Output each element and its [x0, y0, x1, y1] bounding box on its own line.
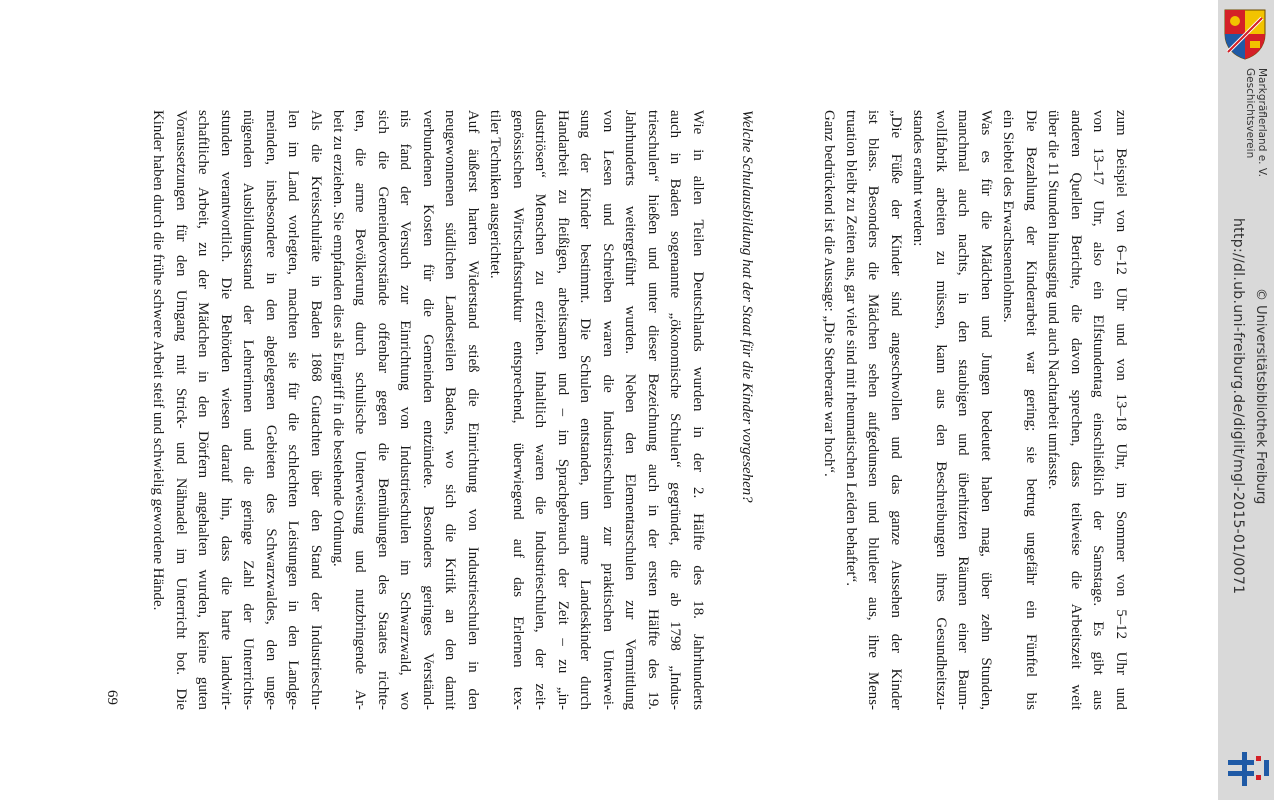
paragraph	[818, 110, 841, 710]
text-line: ten, die arme Bevölkerung durch schulische Unterweisung und nutzbringende Ar-	[352, 110, 369, 710]
ub-freiburg-logo-icon	[1226, 746, 1270, 790]
text-line: Kinder haben durch die frühe schwere Arbeit steif und schwielig gewordene Hände.	[150, 110, 167, 611]
text-line: nügenden Ausbildungsstand der Lehrerinnen und die geringe Zahl der Unterrichts-	[240, 110, 257, 710]
text-line: von 13–17 Uhr, also ein Elfstundentag einschließlich der Samstage. Es gibt aus	[1090, 110, 1107, 710]
paragraph	[484, 110, 709, 710]
text-line: neugewonnenen südlichen Landesteilen Badens, wo sich die Kritik an den damit	[442, 110, 459, 710]
society-name-line1: Geschichtsverein	[1244, 68, 1256, 159]
text-line: len im Land vorlegten, machten sie für die schlechten Leistungen in den Landge-	[285, 110, 302, 710]
text-line: tiler Techniken ausgerichtet.	[487, 110, 504, 279]
coat-of-arms-icon	[1222, 8, 1268, 60]
text-line: verbundenen Kosten für die Gemeinden entzündete. Besonders geringes Verständ-	[420, 110, 436, 710]
text-line: ist blass. Besonders die Mädchen sehen aufgedunsen und blutleer aus, ihre Mens-	[865, 110, 882, 710]
text-line: Auf äußerst harten Widerstand stieß die Einrichtung von Industrieschulen in den	[465, 110, 481, 710]
text-line: sung der Kinder bestimmt. Die Schulen entstanden, um arme Landeskinder durch	[577, 110, 594, 710]
text-line: manchmal auch nachts, in den staubigen und überhitzten Räumen einer Baum-	[955, 110, 972, 710]
text-line: sich die Gemeindevorstände offenbar gegen die Bemühungen des Staates richte-	[375, 110, 391, 710]
paragraph	[147, 110, 327, 710]
source-url-link[interactable]: http://dl.ub.uni-freiburg.de/diglit/mgl-2015-01/0071	[1230, 218, 1246, 595]
text-line: auch in Baden sogenannte „ökonomische Schulen“ gegründet, die ab 1798 „Indus-	[667, 110, 684, 710]
text-line: Was es für die Mädchen und Jungen bedeutet haben mag, über zehn Stunden,	[978, 110, 994, 710]
text-line: schaftliche Arbeit, zu der Mädchen in den Dörfern angehalten wurden, keine guten	[195, 110, 212, 710]
text-line: „Die Füße der Kinder sind angeschwollen und das ganze Aussehen der Kinder	[888, 110, 904, 710]
paragraph	[997, 110, 1042, 710]
text-line: Voraussetzungen für den Umgang mit Strick- und Nähnadel im Unterricht bot. Die	[173, 110, 189, 710]
text-line: Wie in allen Teilen Deutschlands wurden in der 2. Hälfte des 18. Jahrhunderts	[690, 110, 706, 710]
text-line: standes erahnt werden:	[910, 110, 927, 247]
paragraph	[840, 110, 908, 710]
text-line: dustriösen“ Menschen zu erziehen. Inhaltlich waren die Industrieschulen, der zeit-	[532, 110, 549, 710]
text-line: anderen Quellen Berichte, die davon sprechen, dass teilweise die Arbeitszeit weit	[1068, 110, 1084, 710]
paragraph	[907, 110, 997, 710]
text-line: genössischen Wirtschaftsstruktur entsprechend, überwiegend auf das Erlernen tex-	[510, 110, 526, 710]
text-line: ein Siebtel des Erwachsenenlohnes.	[1000, 110, 1017, 323]
text-line: trieschulen“ hießen und unter dieser Bezeichnung auch in der ersten Hälfte des 19.	[645, 110, 661, 710]
text-line: Ganz bedrückend ist die Aussage: „Die Sterberate war hoch“.	[821, 110, 837, 477]
copyright-notice: © Universitätsbibliothek Freiburg	[1253, 288, 1268, 505]
text-line: beit zu erziehen. Sie empfanden dies als Eingriff in die bestehende Ordnung.	[330, 110, 346, 567]
text-line: Die Bezahlung der Kinderarbeit war gering; sie betrug ungefähr ein Fünftel bis	[1023, 110, 1039, 710]
text-line: stunden verantwortlich. Die Behörden wiesen darauf hin, dass die harte landwirt-	[218, 110, 234, 710]
section-heading: Welche Schulausbildung hat der Staat für die Kinder vorgesehen?	[739, 110, 755, 503]
text-line: truation bleibt zu Zeiten aus, gar viele sind mit rheumatischen Leiden behaftet“.	[843, 110, 859, 586]
text-line: von Lesen und Schreiben waren die Industrieschulen zur praktischen Unterwei-	[600, 110, 616, 710]
text-line: zum Beispiel von 6–12 Uhr und von 13–18 Uhr, im Sommer von 5–12 Uhr und	[1113, 110, 1129, 710]
text-line: nis fand der Versuch zur Einrichtung von Industrieschulen im Schwarzwald, wo	[397, 110, 414, 710]
text-line: Jahrhunderts weitergeführt wurden. Neben den Elementarschulen zur Vermittlung	[622, 110, 639, 710]
page-number: 69	[104, 690, 120, 705]
paragraph	[327, 110, 485, 710]
paragraph	[1042, 110, 1132, 710]
text-line: Handarbeit zu fleißigen, arbeitsamen und – im Sprachgebrauch der Zeit – zu „in-	[555, 110, 571, 710]
society-name-line2: Markgräflerland e. V.	[1256, 68, 1268, 178]
text-line: wollfabrik arbeiten zu müssen, kann aus den Beschreibungen ihres Gesundheitszu-	[933, 110, 949, 710]
text-line: meinden, insbesondere in den abgelegenen Gebieten des Schwarzwaldes, den unge-	[263, 110, 279, 710]
text-line: Als die Kreisschulräte in Baden 1868 Gutachten über den Stand der Industrieschu-	[308, 110, 324, 710]
text-line: über die 11 Stunden hinausging und auch Nachtarbeit umfasste.	[1045, 110, 1062, 490]
